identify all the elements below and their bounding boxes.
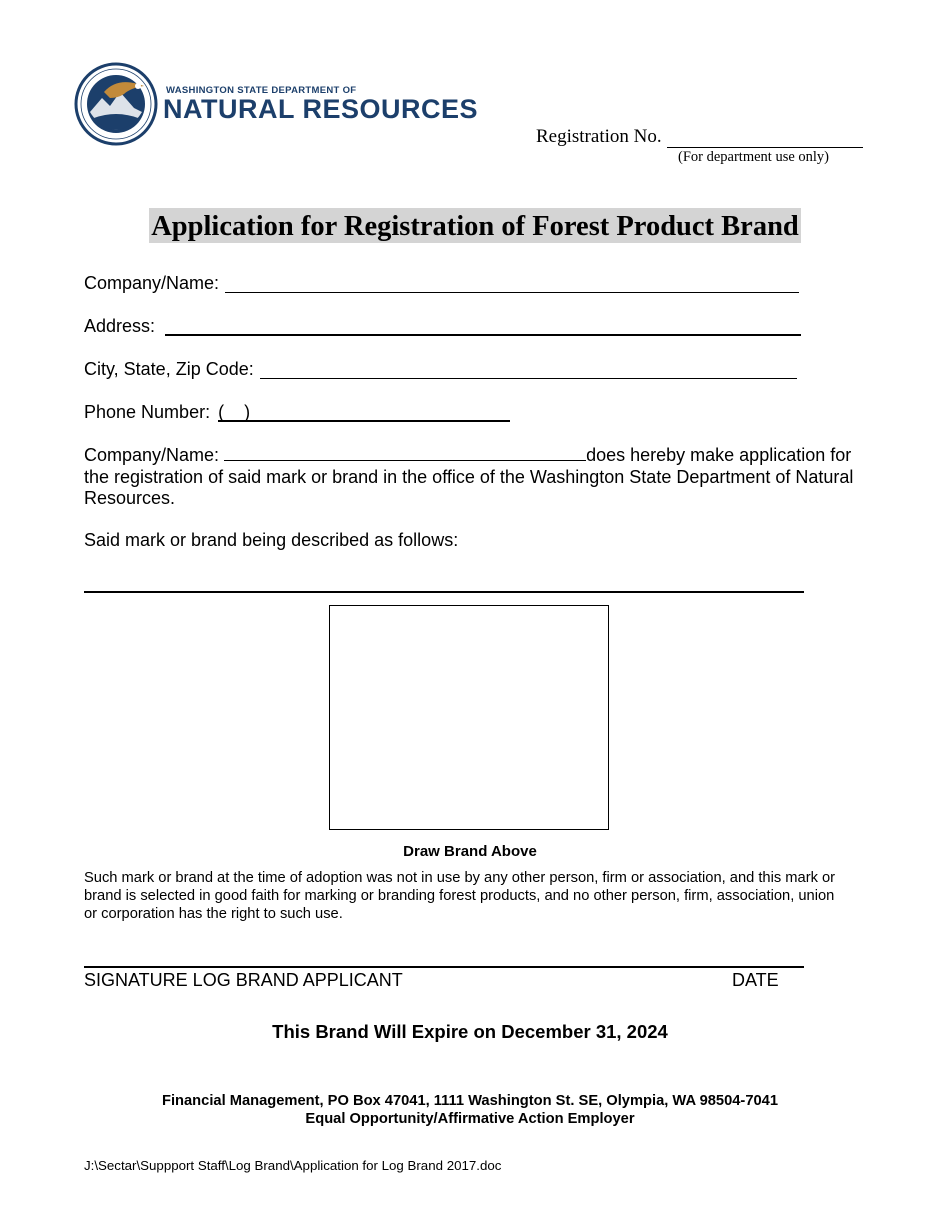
application-statement [84,444,854,510]
phone-field [84,402,510,422]
dnr-seal-logo [74,62,158,146]
signature-line[interactable] [84,966,804,968]
company-label: Company/Name: [84,273,220,293]
phone-input-line[interactable]: ( ) [218,402,510,422]
phone-label: Phone Number: [84,402,211,422]
application-company-label: Company/Name: [84,445,220,465]
draw-brand-label: Draw Brand Above [403,843,537,860]
expiry-notice: This Brand Will Expire on December 31, 2024 [272,1021,668,1042]
page-title: Application for Registration of Forest Product Brand [149,208,801,243]
address-field [84,316,801,336]
company-input-line[interactable] [225,274,799,293]
address-input-line[interactable] [165,316,801,336]
application-after-line: does hereby make application [586,445,826,465]
declaration-text: Such mark or brand at the time of adoption was not in use by any other person, firm or association, and this mark or brand is selected in good faith for marking or branding forest products, and no other person, firm, association, union or corporation has the right to such use. [84,870,836,922]
address-label: Address: [84,316,156,336]
footer-eeo: Equal Opportunity/Affirmative Action Employer [305,1111,635,1127]
registration-label: Registration No. [536,126,662,147]
brand-drawing-box[interactable] [329,605,609,830]
application-rest: for the registration of said mark or brand in the office of the Washington State Department of Natural Resources. [84,445,854,508]
city-label: City, State, Zip Code: [84,359,254,379]
footer-address: Financial Management, PO Box 47041, 1111 Washington St. SE, Olympia, WA 98504-7041 [161,1093,779,1109]
logo-title: NATURAL RESOURCES [163,94,479,124]
title-container [0,208,950,243]
date-label: DATE [732,970,779,990]
described-label: Said mark or brand being described as follows: [84,530,459,550]
registration-number [536,126,863,148]
logo-subtitle: WASHINGTON STATE DEPARTMENT OF [166,85,357,96]
registration-number-line[interactable] [667,131,863,148]
application-company-line[interactable] [224,444,586,461]
city-field [84,359,797,379]
description-line[interactable] [84,591,804,593]
city-input-line[interactable] [260,360,797,379]
file-path: J:\Sectar\Suppport Staff\Log Brand\Application for Log Brand 2017.doc [84,1158,502,1173]
registration-note: (For department use only) [678,149,830,165]
signature-label: SIGNATURE LOG BRAND APPLICANT [84,970,403,990]
company-field [84,273,799,293]
